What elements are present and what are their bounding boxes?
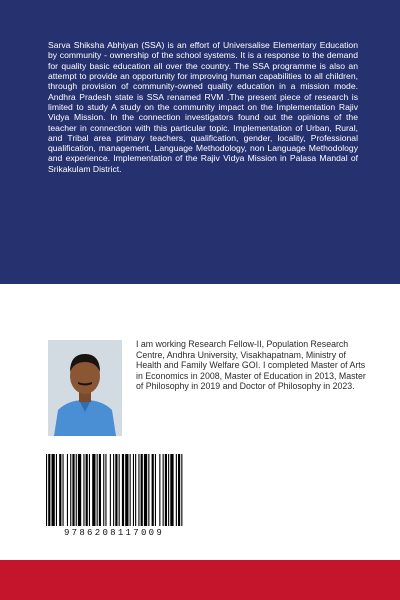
barcode-bar (83, 454, 84, 526)
barcode-bar (86, 454, 88, 526)
barcode-bar (105, 454, 106, 526)
barcode-bar (110, 454, 111, 526)
barcode-bar (138, 454, 139, 526)
barcode-bar (97, 454, 98, 526)
barcode-bar (170, 454, 173, 526)
barcode-bar (103, 454, 104, 526)
barcode-bar (119, 454, 120, 526)
barcode-bar (76, 454, 77, 526)
barcode-bar (125, 454, 128, 526)
barcode-bar (181, 454, 182, 526)
back-cover-top-panel (0, 0, 400, 284)
book-blurb: Sarva Shiksha Abhiyan (SSA) is an effort of Universalise Elementary Education by community - ownership of the school systems. It is a response to the demand for quality basic education all over the country. The SSA programme is also an attempt to provide an opportunity for improving human capabilities to all children, through provision of community-owned quality education in a mission mode. Andhra Pradesh state is SSA renamed RVM .The present piece of research is limited to study A study on the community impact on the Implementation Rajiv Vidya Mission. In the connection investigators found out the opinions of the teacher in connection with this particular topic. Implementation of Urban, Rural, and Tribal area primary teachers, qualification, gender, locality, Professional qualification, management, Language Methodology, non Language Methodology and experience. Implementation of the Rajiv Vidya Mission in Palasa Mandal of Srikakulam District. (48, 40, 358, 174)
isbn-digits: 9786208117009 (63, 528, 165, 538)
barcode-bar (89, 454, 90, 526)
barcode-bar (135, 454, 136, 526)
barcode-bar (148, 454, 149, 526)
barcode-bar (48, 454, 50, 526)
barcode-bar (67, 454, 68, 526)
author-bio: I am working Research Fellow-II, Population Research Centre, Andhra University, Visakhapatnam, Ministry of Health and Family Welfare GOI. I completed Master of Arts in Economics in 2008, Master of Education in 2013, Master of Philosophy in 2019 and Doctor of Philosophy in 2023. (136, 339, 366, 392)
barcode-bar (122, 454, 124, 526)
barcode-bars (44, 454, 184, 528)
barcode-bar (52, 454, 55, 526)
barcode-bar (144, 454, 147, 526)
barcode-bar (130, 454, 131, 526)
barcode-bar (159, 454, 160, 526)
barcode-bar (152, 454, 154, 526)
barcode-bar (141, 454, 143, 526)
barcode-bar (92, 454, 95, 526)
author-photo (48, 340, 122, 436)
barcode-bar (168, 454, 169, 526)
barcode-bar (72, 454, 74, 526)
author-portrait-icon (48, 340, 122, 436)
barcode-bar (63, 454, 64, 526)
barcode-bar (115, 454, 117, 526)
barcode-bar (163, 454, 164, 526)
barcode-bar (178, 454, 180, 526)
barcode-bar (56, 454, 57, 526)
bottom-color-band (0, 560, 400, 600)
barcode-bar (155, 454, 156, 526)
barcode-bar (78, 454, 81, 526)
barcode-bar (133, 454, 134, 526)
barcode-bar (99, 454, 101, 526)
barcode-bar (176, 454, 177, 526)
barcode-bar (70, 454, 71, 526)
barcode-bar (46, 454, 47, 526)
barcode-bar (59, 454, 61, 526)
barcode-bar (165, 454, 167, 526)
barcode-bar (113, 454, 114, 526)
